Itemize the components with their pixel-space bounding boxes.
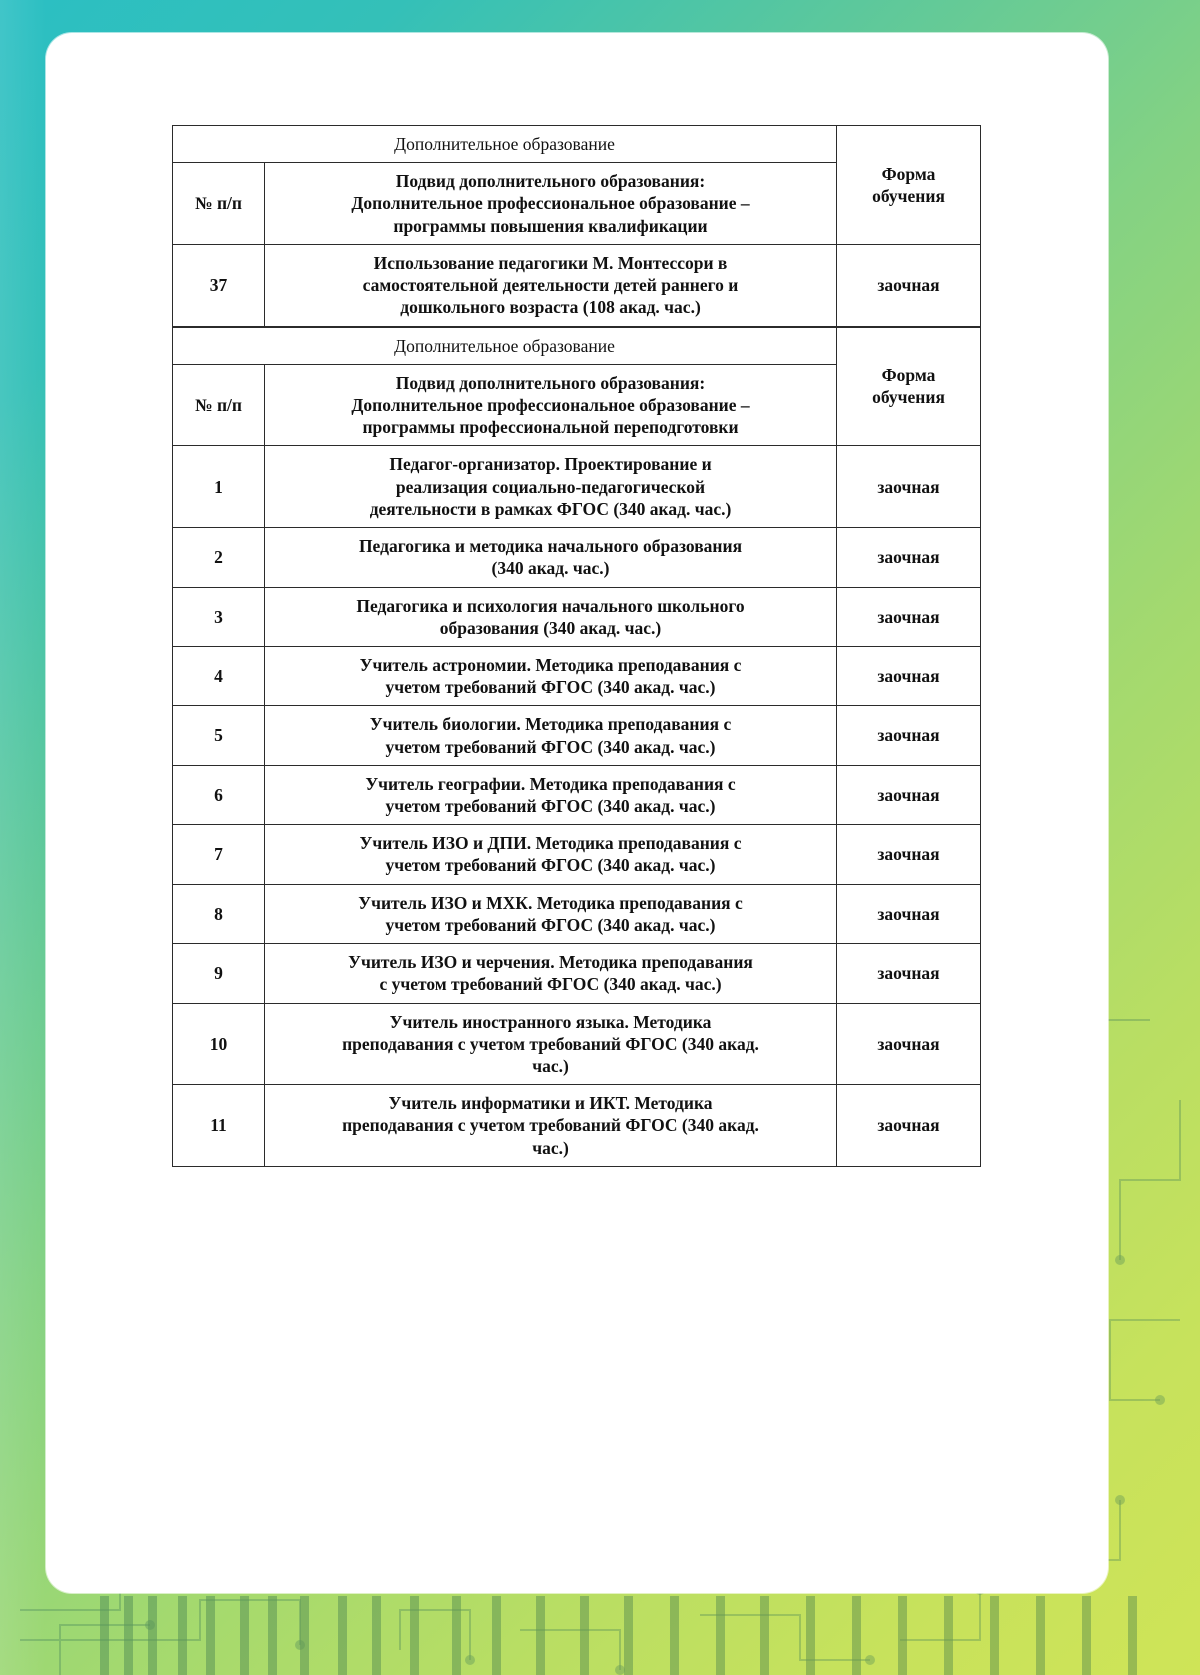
row-number: 1 [173,446,265,528]
table-row [173,1085,981,1167]
row-program-line-2: реализация социально-педагогической [395,476,706,497]
row-program-name [265,825,837,884]
row-program-line-1: Учитель ИЗО и черчения. Методика преподавания [348,952,753,973]
table-row [173,1003,981,1085]
section-title: Дополнительное образование [173,327,837,364]
row-form-of-study: заочная [837,528,981,587]
header-subtype [265,364,837,446]
row-program-line-2: с учетом требований ФГОС (340 акад. час.) [379,974,722,995]
table-row [173,587,981,646]
header-subtype-line-3: программы профессиональной переподготовки [362,417,739,438]
row-form-of-study: заочная [837,446,981,528]
row-program-line-1: Учитель ИЗО и ДПИ. Методика преподавания с [359,833,742,854]
row-form-of-study: заочная [837,244,981,326]
row-form-of-study: заочная [837,765,981,824]
table-row [173,825,981,884]
row-form-of-study: заочная [837,587,981,646]
header-number: № п/п [173,163,265,245]
table-dpo-povyshenie [172,125,981,327]
row-number: 10 [173,1003,265,1085]
header-form-of-study [837,126,981,245]
header-subtype-line-1: Подвид дополнительного образования: [395,171,706,192]
row-program-line-2: учетом требований ФГОС (340 акад. час.) [385,914,716,935]
row-form-of-study: заочная [837,1003,981,1085]
row-program-line-1: Учитель информатики и ИКТ. Методика [388,1093,713,1114]
row-program-line-2: учетом требований ФГОС (340 акад. час.) [385,855,716,876]
header-number: № п/п [173,364,265,446]
row-number: 4 [173,646,265,705]
row-program-line-1: Педагогика и методика начального образования [358,536,743,557]
table-row [173,528,981,587]
header-subtype-line-2: Дополнительное профессиональное образование – [351,193,750,214]
table-row [173,944,981,1003]
header-form-line-1: Форма [881,365,936,386]
row-program-name [265,706,837,765]
row-program-name [265,587,837,646]
header-form-line-2: обучения [872,185,945,206]
row-program-line-2: образования (340 акад. час.) [439,617,662,638]
header-form-of-study [837,327,981,446]
row-form-of-study: заочная [837,825,981,884]
row-program-line-3: дошкольного возраста (108 акад. час.) [400,297,701,318]
row-program-line-1: Учитель ИЗО и МХК. Методика преподавания с [358,892,743,913]
row-program-line-3: час.) [532,1056,569,1076]
header-subtype-line-3: программы повышения квалификации [393,215,708,236]
tables-container [172,125,980,1167]
row-program-line-2: учетом требований ФГОС (340 акад. час.) [385,677,716,698]
row-program-name [265,765,837,824]
table-row [173,446,981,528]
row-number: 5 [173,706,265,765]
row-form-of-study: заочная [837,646,981,705]
row-program-line-2: преподавания с учетом требований ФГОС (340 акад. [342,1033,759,1054]
row-program-name [265,1085,837,1167]
table-row [173,646,981,705]
row-program-line-1: Использование педагогики М. Монтессори в [373,252,728,273]
row-form-of-study: заочная [837,884,981,943]
table-row-section-title [173,126,981,163]
row-number: 7 [173,825,265,884]
row-number: 11 [173,1085,265,1167]
header-subtype-line-1: Подвид дополнительного образования: [395,372,706,393]
row-program-name [265,884,837,943]
row-number: 2 [173,528,265,587]
row-program-line-2: учетом требований ФГОС (340 акад. час.) [385,736,716,757]
row-number: 3 [173,587,265,646]
header-form-line-1: Форма [881,163,936,184]
row-program-line-1: Педагог-организатор. Проектирование и [389,454,712,475]
table-row [173,706,981,765]
row-program-name [265,1003,837,1085]
row-program-line-1: Учитель иностранного языка. Методика [389,1011,712,1032]
section-title: Дополнительное образование [173,126,837,163]
row-form-of-study: заочная [837,706,981,765]
row-number: 9 [173,944,265,1003]
row-program-name [265,646,837,705]
row-program-name [265,528,837,587]
row-program-line-1: Учитель астрономии. Методика преподавания с [359,654,742,675]
row-program-line-2: (340 акад. час.) [491,558,610,579]
row-program-line-2: преподавания с учетом требований ФГОС (340 акад. [342,1115,759,1136]
row-program-line-3: час.) [532,1137,569,1158]
table-row [173,765,981,824]
row-program-line-1: Педагогика и психология начального школьного [356,595,745,616]
row-program-name [265,944,837,1003]
table-row-section-title [173,327,981,364]
row-program-name [265,244,837,326]
row-program-line-2: учетом требований ФГОС (340 акад. час.) [385,796,716,817]
row-number: 37 [173,244,265,326]
table-dpo-perepodgotovka [172,327,981,1167]
row-form-of-study: заочная [837,944,981,1003]
row-form-of-study: заочная [837,1085,981,1167]
row-program-name [265,446,837,528]
row-number: 8 [173,884,265,943]
row-program-line-3: деятельности в рамках ФГОС (340 акад. час.) [369,498,732,519]
row-program-line-1: Учитель биологии. Методика преподавания с [369,714,732,735]
header-form-line-2: обучения [872,387,945,408]
header-subtype-line-2: Дополнительное профессиональное образование – [351,394,750,415]
table-row [173,884,981,943]
table-row [173,244,981,326]
row-number: 6 [173,765,265,824]
row-program-line-2: самостоятельной деятельности детей раннего и [362,275,739,296]
row-program-line-1: Учитель географии. Методика преподавания с [365,773,736,794]
header-subtype [265,163,837,245]
